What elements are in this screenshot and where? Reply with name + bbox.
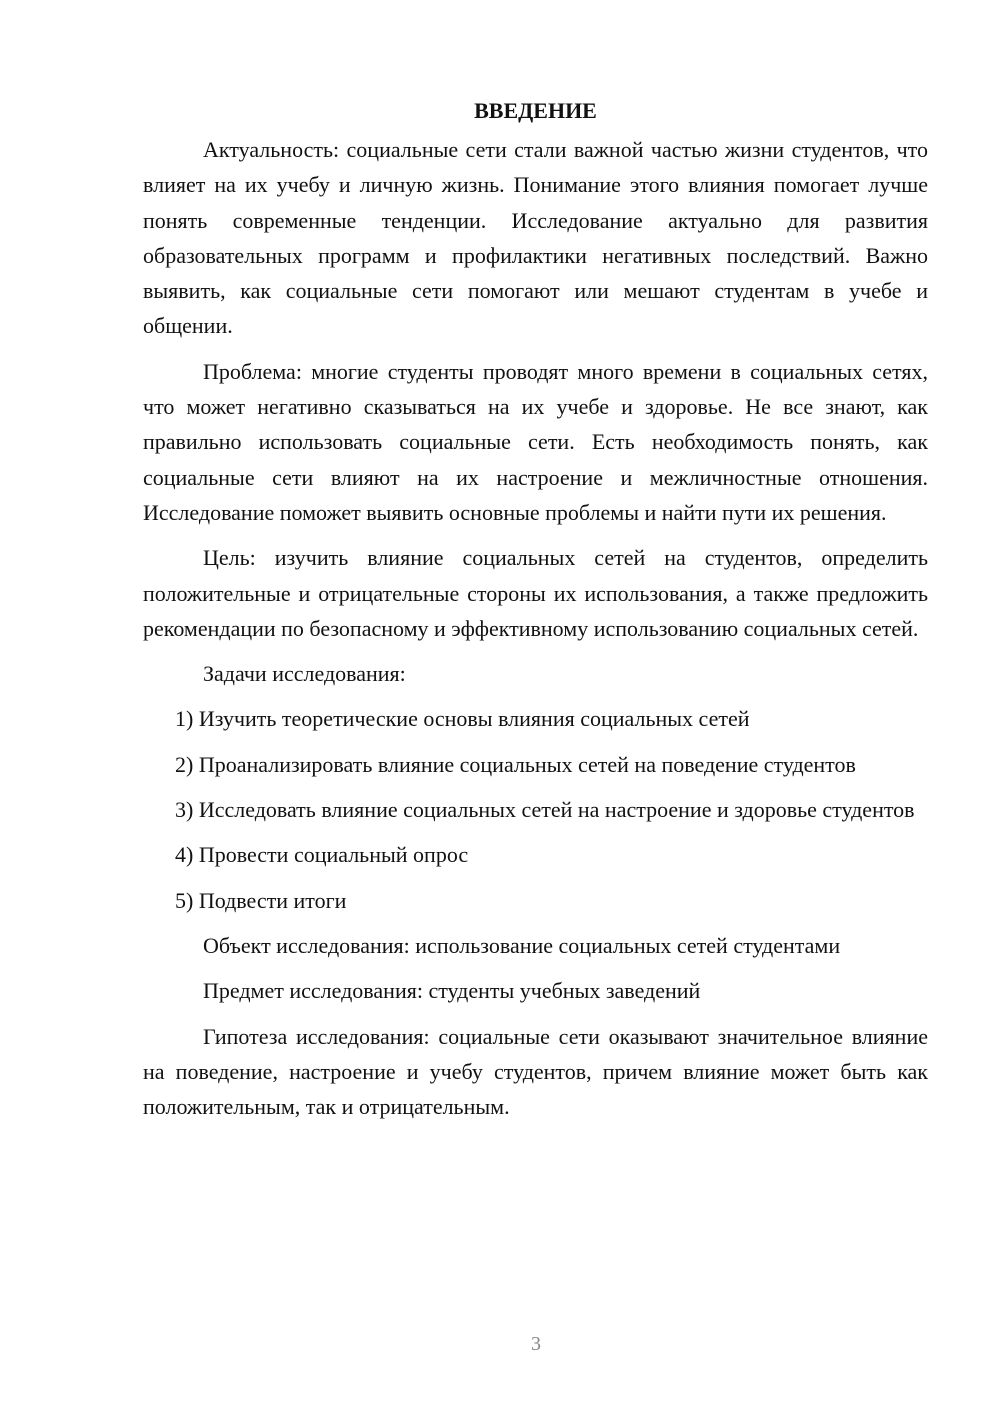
document-page [143, 93, 928, 1134]
task-item-3: 3) Исследовать влияние социальных сетей на настроение и здоровье студентов [175, 797, 915, 823]
relevance-paragraph: Актуальность: социальные сети стали важной частью жизни студентов, что влияет на их учебу и личную жизнь. Понимание этого влияния помогает лучше понять современные тенденции. Исследование актуально для развития образовательных программ и профилактики негативных последствий. Важно выявить, как социальные сети помогают или мешают студентам в учебе и общении. [143, 137, 928, 339]
task-item-2: 2) Проанализировать влияние социальных сетей на поведение студентов [175, 751, 856, 777]
hypothesis-paragraph: Гипотеза исследования: социальные сети оказывают значительное влияние на поведение, настроение и учебу студентов, причем влияние может быть как положительным, так и отрицательным. [143, 1023, 928, 1120]
tasks-heading: Задачи исследования: [203, 661, 406, 687]
task-item-1: 1) Изучить теоретические основы влияния социальных сетей [175, 706, 750, 732]
page-number: 3 [531, 1333, 541, 1355]
goal-paragraph: Цель: изучить влияние социальных сетей на студентов, определить положительные и отрицательные стороны их использования, а также предложить рекомендации по безопасному и эффективному использованию социальных сетей. [143, 545, 928, 641]
object-line: Объект исследования: использование социальных сетей студентами [203, 932, 841, 958]
task-item-4: 4) Провести социальный опрос [175, 842, 469, 868]
page-title: ВВЕДЕНИЕ [474, 98, 597, 123]
task-item-5: 5) Подвести итоги [175, 887, 347, 913]
problem-paragraph: Проблема: многие студенты проводят много времени в социальных сетях, что может негативно сказываться на их учебе и здоровье. Не все знают, как правильно использовать социальные сети. Есть необходимость понять, как социальные сети влияют на их настроение и межличностные отношения. Исследование поможет выявить основные проблемы и найти пути их решения. [143, 358, 928, 525]
subject-line: Предмет исследования: студенты учебных заведений [203, 978, 701, 1004]
